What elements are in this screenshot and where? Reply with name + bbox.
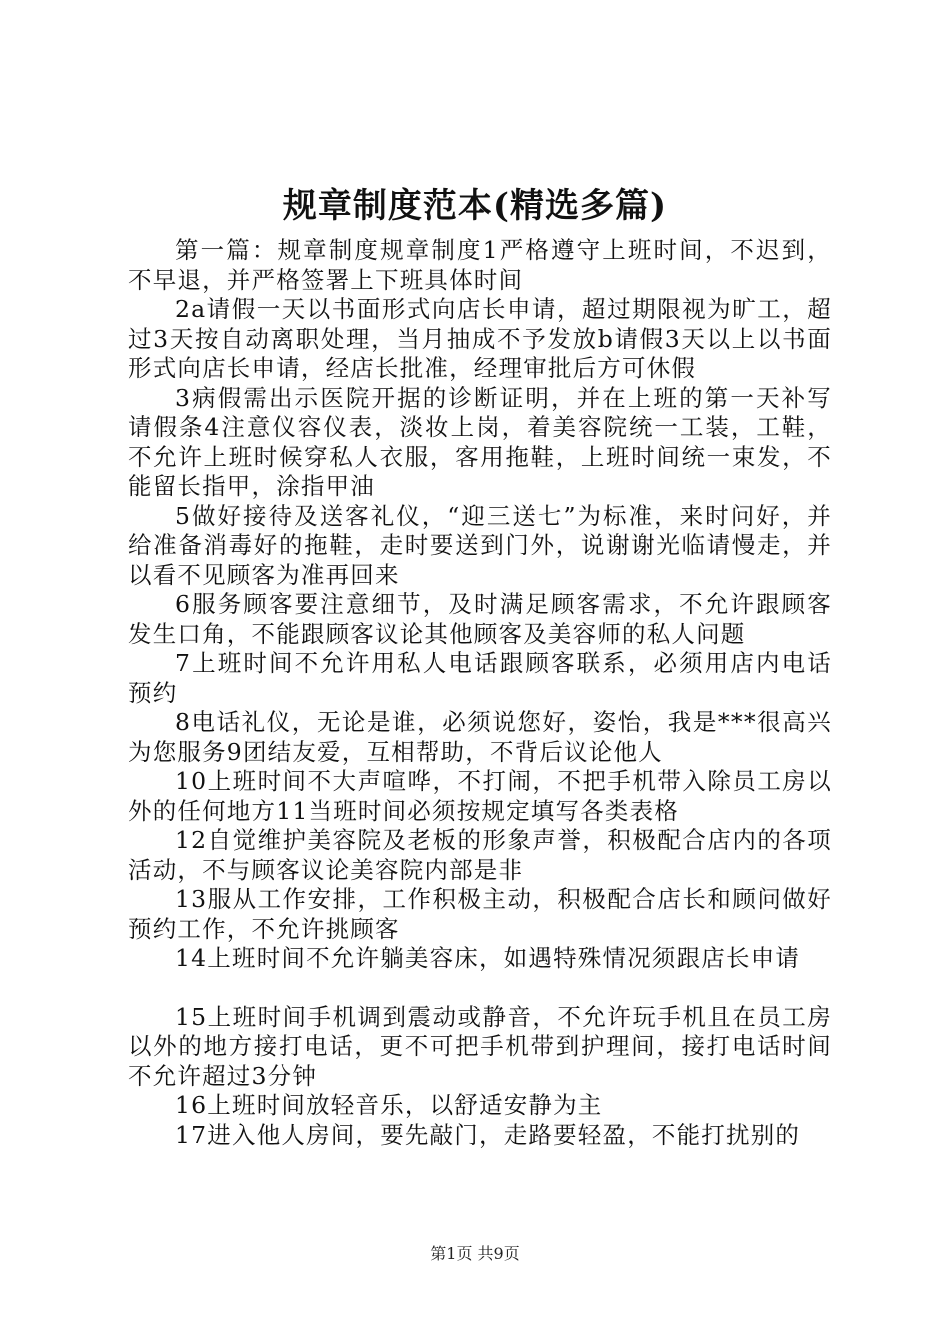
paragraph: 7上班时间不允许用私人电话跟顾客联系，必须用店内电话预约 <box>128 649 832 707</box>
paragraph: 17进入他人房间，要先敲门，走路要轻盈，不能打扰别的 <box>175 1120 801 1149</box>
paragraph: 15上班时间手机调到震动或静音，不允许玩手机且在员工房以外的地方接打电话，更不可把手机带到护理间，接打电话时间不允许超过3分钟 <box>128 1002 832 1090</box>
paragraph: 2a请假一天以书面形式向店长申请，超过期限视为旷工，超过3天按自动离职处理，当月抽成不予发放b请假3天以上以书面形式向店长申请，经店长批准，经理审批后方可休假 <box>128 295 832 382</box>
paragraph: 5做好接待及送客礼仪，“迎三送七”为标准，来时问好，并给准备消毒好的拖鞋，走时要送到门外，说谢谢光临请慢走，并以看不见顾客为准再回来 <box>128 501 832 589</box>
document-body <box>128 236 832 1150</box>
paragraph: 第一篇：规章制度规章制度1严格遵守上班时间，不迟到，不早退，并严格签署上下班具体时间 <box>128 236 832 294</box>
paragraph: 6服务顾客要注意细节，及时满足顾客需求，不允许跟顾客发生口角，不能跟顾客议论其他顾客及美容师的私人问题 <box>128 590 832 648</box>
paragraph: 10上班时间不大声喧哗，不打闹，不把手机带入除员工房以外的任何地方11当班时间必须按规定填写各类表格 <box>128 767 832 825</box>
page-number: 第1页 共9页 <box>430 1244 520 1263</box>
document-title: 规章制度范本(精选多篇) <box>282 186 668 226</box>
paragraph: 3病假需出示医院开据的诊断证明，并在上班的第一天补写请假条4注意仪容仪表，淡妆上岗，着美容院统一工装，工鞋，不允许上班时候穿私人衣服，客用拖鞋，上班时间统一束发，不能留长指甲，涂指甲油 <box>128 383 832 500</box>
paragraph: 12自觉维护美容院及老板的形象声誉，积极配合店内的各项活动，不与顾客议论美容院内部是非 <box>128 826 832 884</box>
paragraph: 16上班时间放轻音乐，以舒适安静为主 <box>175 1091 603 1119</box>
paragraph: 14上班时间不允许躺美容床，如遇特殊情况须跟店长申请 <box>175 944 801 972</box>
paragraph: 13服从工作安排，工作积极主动，积极配合店长和顾问做好预约工作，不允许挑顾客 <box>128 885 832 943</box>
paragraph: 8电话礼仪，无论是谁，必须说您好，姿怡，我是***很高兴为您服务9团结友爱，互相帮助，不背后议论他人 <box>128 708 832 766</box>
